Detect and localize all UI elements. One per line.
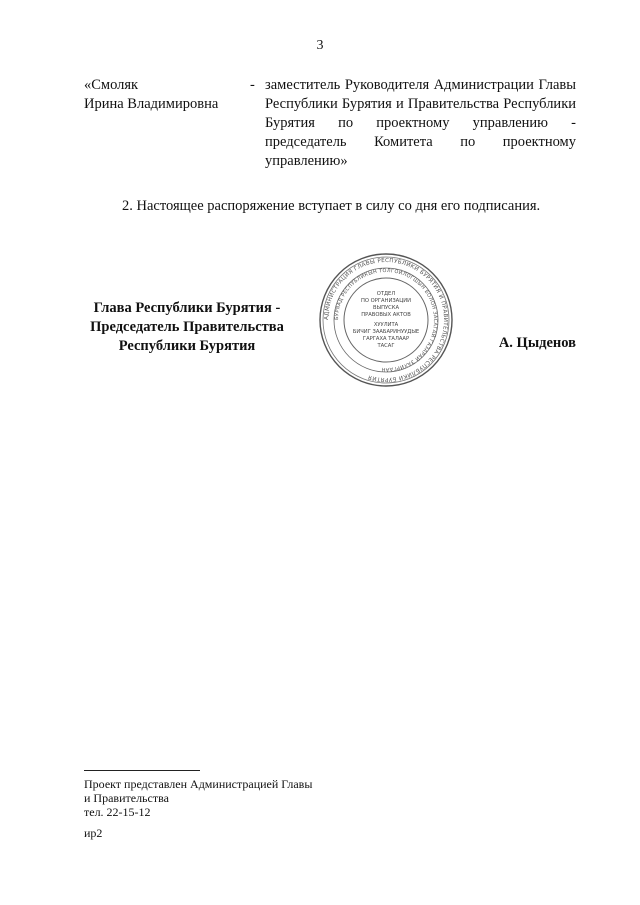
seal-outer-text: АДМИНИСТРАЦИЯ ГЛАВЫ РЕСПУБЛИКИ БУРЯТИЯ И ПРАВИТЕЛЬСТВА РЕСПУБЛИКИ БУРЯТИЯ: [323, 257, 449, 383]
footnote: [84, 777, 312, 819]
paragraph-2: 2. Настоящее распоряжение вступает в силу со дня его подписания.: [122, 198, 541, 214]
signer-title-line-1: Глава Республики Бурятия -: [93, 300, 281, 316]
footnote-line-3: тел. 22-15-12: [84, 805, 151, 819]
signer-title-line-3: Республики Бурятия: [118, 338, 256, 354]
entry-position-description: заместитель Руководителя Администрации Главы Республики Бурятия и Правительства Республики Бурятия по проектному управлению - председатель Комитета по проектному управлению»: [265, 77, 576, 169]
footnote-divider: [84, 770, 200, 771]
signer-title-line-2: Председатель Правительства: [90, 319, 284, 335]
seal-center-line: БИЧИГ ЗААБАРИНУУДЫЕ: [352, 329, 420, 335]
official-seal-stamp: [318, 252, 454, 388]
page-number: 3: [316, 38, 324, 53]
seal-center-line: ГАРГАХА ТАЛААР: [362, 336, 410, 342]
svg-text:БУРЯАД РЕСПУБЛИКЫН ТОЛГОЙЛОГШЫ: [334, 268, 438, 372]
entry-name-line-1: «Смоляк: [84, 77, 139, 93]
seal-inner-text: БУРЯАД РЕСПУБЛИКЫН ТОЛГОЙЛОГШЫН БОЛОН ЗАСАГАЙ ГАЗАРАЙ ЗАХИРГААН: [333, 267, 439, 373]
document-code: ир2: [84, 826, 103, 840]
footnote-line-1: Проект представлен Администрацией Главы: [84, 777, 313, 791]
seal-center-line: ТАСАГ: [377, 343, 395, 349]
footnote-line-2: и Правительства: [84, 791, 169, 805]
entry-name-line-2: Ирина Владимировна: [84, 96, 219, 112]
signer-name: А. Цыденов: [498, 335, 576, 351]
seal-center-line: ХУУЛИТА: [373, 322, 399, 328]
seal-center-line: ОТДЕЛ: [376, 291, 396, 297]
seal-center-line: ПРАВОВЫХ АКТОВ: [361, 312, 411, 318]
svg-text:АДМИНИСТРАЦИЯ ГЛАВЫ РЕСПУБЛИКИ: [324, 258, 448, 382]
entry-dash: -: [250, 77, 255, 93]
signer-title: [60, 299, 314, 356]
entry-person-name: [84, 76, 254, 114]
seal-center-line: ВЫПУСКА: [372, 305, 400, 311]
seal-center-line: ПО ОРГАНИЗАЦИИ: [360, 298, 412, 304]
